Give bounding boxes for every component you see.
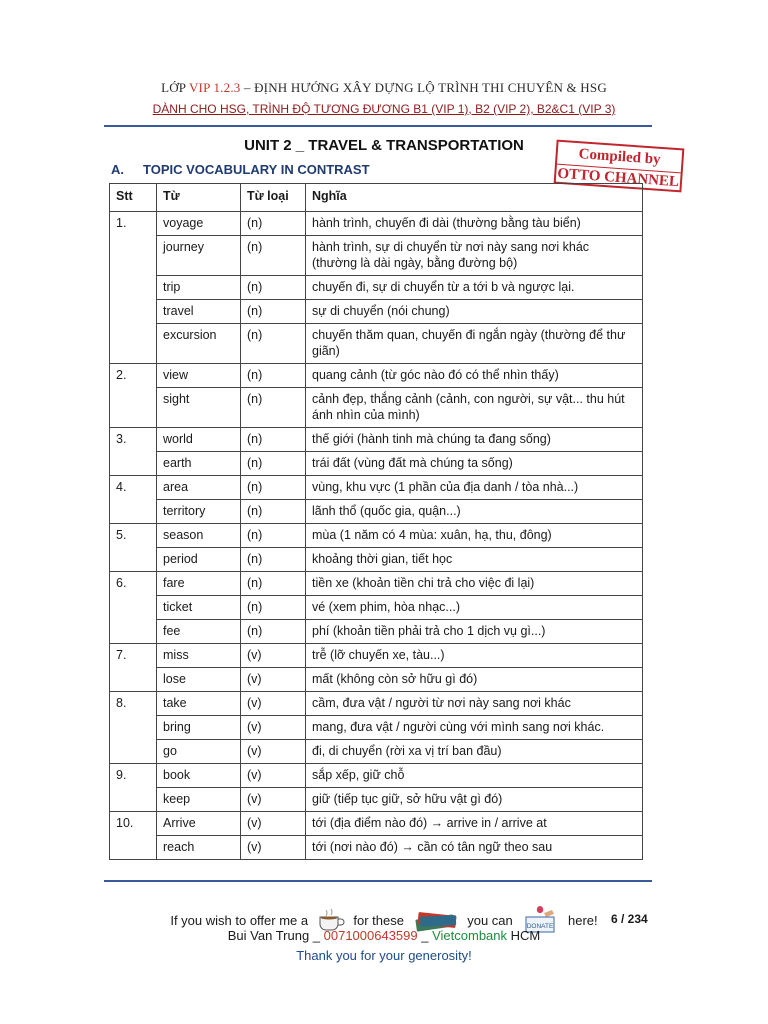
meaning-cell: giữ (tiếp tục giữ, sở hữu vật gì đó) bbox=[306, 788, 643, 812]
meaning-cell: sắp xếp, giữ chỗ bbox=[306, 764, 643, 788]
word-cell: go bbox=[157, 740, 241, 764]
word-cell: sight bbox=[157, 388, 241, 428]
word-class-cell: (n) bbox=[241, 596, 306, 620]
table-row bbox=[110, 572, 643, 596]
header-word: Từ bbox=[157, 184, 241, 212]
word-cell: territory bbox=[157, 500, 241, 524]
word-cell: world bbox=[157, 428, 241, 452]
table-row bbox=[110, 812, 643, 836]
word-class-cell: (v) bbox=[241, 836, 306, 860]
meaning-cell: tới (nơi nào đó) → cần có tân ngữ theo sau bbox=[306, 836, 643, 860]
row-number: 7. bbox=[110, 644, 157, 692]
table-header-row bbox=[110, 184, 643, 212]
meaning-cell: hành trình, chuyến đi dài (thường bằng tàu biển) bbox=[306, 212, 643, 236]
meaning-cell: hành trình, sự di chuyển từ nơi này sang nơi khác (thường là dài ngày, bằng đường bộ) bbox=[306, 236, 643, 276]
footer-city: HCM bbox=[507, 928, 541, 943]
row-number: 1. bbox=[110, 212, 157, 364]
meaning-cell: trái đất (vùng đất mà chúng ta sống) bbox=[306, 452, 643, 476]
word-class-cell: (v) bbox=[241, 764, 306, 788]
word-cell: trip bbox=[157, 276, 241, 300]
word-cell: period bbox=[157, 548, 241, 572]
table-row bbox=[110, 300, 643, 324]
footer-divider bbox=[104, 880, 652, 882]
table-row bbox=[110, 524, 643, 548]
table-row bbox=[110, 644, 643, 668]
word-cell: lose bbox=[157, 668, 241, 692]
table-row bbox=[110, 692, 643, 716]
footer-account-line bbox=[0, 928, 768, 943]
word-class-cell: (n) bbox=[241, 324, 306, 364]
word-cell: miss bbox=[157, 644, 241, 668]
table-row bbox=[110, 500, 643, 524]
meaning-cell: khoảng thời gian, tiết học bbox=[306, 548, 643, 572]
meaning-cell: chuyến thăm quan, chuyến đi ngắn ngày (thường để thư giãn) bbox=[306, 324, 643, 364]
table-row bbox=[110, 620, 643, 644]
section-label: A. bbox=[111, 162, 124, 177]
stamp-line-1: Compiled by bbox=[578, 146, 662, 168]
footer-thanks: Thank you for your generosity! bbox=[296, 948, 472, 963]
row-number: 2. bbox=[110, 364, 157, 428]
row-number: 9. bbox=[110, 764, 157, 812]
table-row bbox=[110, 388, 643, 428]
word-class-cell: (n) bbox=[241, 428, 306, 452]
word-class-cell: (v) bbox=[241, 644, 306, 668]
meaning-cell: phí (khoản tiền phải trả cho 1 dịch vụ gì...) bbox=[306, 620, 643, 644]
word-class-cell: (v) bbox=[241, 692, 306, 716]
header-meaning: Nghĩa bbox=[306, 184, 643, 212]
header-word-class: Từ loại bbox=[241, 184, 306, 212]
table-row bbox=[110, 212, 643, 236]
word-class-cell: (n) bbox=[241, 500, 306, 524]
meaning-cell: trễ (lỡ chuyến xe, tàu...) bbox=[306, 644, 643, 668]
meaning-cell: cầm, đưa vật / người từ nơi này sang nơi khác bbox=[306, 692, 643, 716]
word-cell: earth bbox=[157, 452, 241, 476]
table-row bbox=[110, 596, 643, 620]
word-cell: excursion bbox=[157, 324, 241, 364]
word-cell: Arrive bbox=[157, 812, 241, 836]
word-class-cell: (n) bbox=[241, 476, 306, 500]
word-class-cell: (v) bbox=[241, 740, 306, 764]
table-row bbox=[110, 788, 643, 812]
table-row bbox=[110, 476, 643, 500]
meaning-cell: lãnh thổ (quốc gia, quận...) bbox=[306, 500, 643, 524]
word-cell: book bbox=[157, 764, 241, 788]
meaning-cell: đi, di chuyển (rời xa vị trí ban đầu) bbox=[306, 740, 643, 764]
meaning-cell: thế giới (hành tinh mà chúng ta đang sống) bbox=[306, 428, 643, 452]
meaning-cell: sự di chuyển (nói chung) bbox=[306, 300, 643, 324]
meaning-cell: mùa (1 năm có 4 mùa: xuân, hạ, thu, đông) bbox=[306, 524, 643, 548]
table-row bbox=[110, 716, 643, 740]
word-cell: fee bbox=[157, 620, 241, 644]
word-cell: reach bbox=[157, 836, 241, 860]
header-stt: Stt bbox=[110, 184, 157, 212]
word-cell: season bbox=[157, 524, 241, 548]
row-number: 8. bbox=[110, 692, 157, 764]
word-class-cell: (n) bbox=[241, 236, 306, 276]
stamp-line-2: OTTO CHANNEL bbox=[556, 164, 681, 193]
word-cell: journey bbox=[157, 236, 241, 276]
word-cell: keep bbox=[157, 788, 241, 812]
table-row bbox=[110, 764, 643, 788]
vocabulary-table bbox=[109, 183, 643, 860]
unit-title: UNIT 2 _ TRAVEL & TRANSPORTATION bbox=[244, 137, 524, 154]
word-class-cell: (n) bbox=[241, 388, 306, 428]
word-class-cell: (n) bbox=[241, 620, 306, 644]
table-row bbox=[110, 428, 643, 452]
word-class-cell: (v) bbox=[241, 716, 306, 740]
word-cell: travel bbox=[157, 300, 241, 324]
word-class-cell: (n) bbox=[241, 524, 306, 548]
footer-bank-name: Vietcombank bbox=[432, 928, 508, 943]
word-class-cell: (n) bbox=[241, 276, 306, 300]
meaning-cell: mất (không còn sở hữu gì đó) bbox=[306, 668, 643, 692]
section-title: TOPIC VOCABULARY IN CONTRAST bbox=[143, 162, 370, 177]
table-row bbox=[110, 836, 643, 860]
page-number: 6 / 234 bbox=[611, 912, 648, 926]
meaning-cell: vùng, khu vực (1 phần của địa danh / tòa nhà...) bbox=[306, 476, 643, 500]
word-class-cell: (v) bbox=[241, 788, 306, 812]
word-cell: bring bbox=[157, 716, 241, 740]
header-rest: – ĐỊNH HƯỚNG XÂY DỰNG LỘ TRÌNH THI CHUYÊN & HSG bbox=[240, 80, 607, 95]
footer-text-a: If you wish to offer me a bbox=[170, 912, 309, 928]
word-cell: voyage bbox=[157, 212, 241, 236]
table-body bbox=[110, 212, 643, 860]
header-divider bbox=[104, 125, 652, 127]
donate-box-label: DONATE bbox=[527, 923, 554, 930]
word-class-cell: (n) bbox=[241, 572, 306, 596]
footer-owner-name: Bui Van Trung _ bbox=[227, 928, 324, 943]
meaning-cell: cảnh đẹp, thắng cảnh (cảnh, con người, sự vật... thu hút ánh nhìn của mình) bbox=[306, 388, 643, 428]
word-class-cell: (n) bbox=[241, 452, 306, 476]
word-cell: ticket bbox=[157, 596, 241, 620]
row-number: 3. bbox=[110, 428, 157, 476]
table-row bbox=[110, 324, 643, 364]
table-row bbox=[110, 740, 643, 764]
word-cell: fare bbox=[157, 572, 241, 596]
table-row bbox=[110, 548, 643, 572]
word-cell: view bbox=[157, 364, 241, 388]
table-row bbox=[110, 364, 643, 388]
header-line-1 bbox=[0, 80, 768, 96]
word-cell: take bbox=[157, 692, 241, 716]
header-vip: VIP 1.2.3 bbox=[188, 80, 241, 95]
word-cell: area bbox=[157, 476, 241, 500]
footer-account-number: 0071000643599 bbox=[323, 928, 418, 943]
table-row bbox=[110, 276, 643, 300]
header-prefix: LỚP bbox=[161, 80, 189, 95]
row-number: 6. bbox=[110, 572, 157, 644]
word-class-cell: (n) bbox=[241, 548, 306, 572]
header-line-2: DÀNH CHO HSG, TRÌNH ĐỘ TƯƠNG ĐƯƠNG B1 (VIP 1), B2 (VIP 2), B2&C1 (VIP 3) bbox=[152, 102, 616, 116]
word-class-cell: (n) bbox=[241, 364, 306, 388]
section-heading bbox=[111, 162, 370, 177]
table-row bbox=[110, 668, 643, 692]
word-class-cell: (v) bbox=[241, 812, 306, 836]
row-number: 4. bbox=[110, 476, 157, 524]
footer-text-c: you can bbox=[467, 912, 513, 928]
meaning-cell: mang, đưa vật / người cùng với mình sang nơi khác. bbox=[306, 716, 643, 740]
word-class-cell: (n) bbox=[241, 300, 306, 324]
meaning-cell: vé (xem phim, hòa nhạc...) bbox=[306, 596, 643, 620]
footer-text-d: here! bbox=[568, 912, 598, 928]
row-number: 5. bbox=[110, 524, 157, 572]
footer-text-b: for these bbox=[353, 912, 404, 928]
meaning-cell: tiền xe (khoản tiền chi trả cho việc đi lại) bbox=[306, 572, 643, 596]
table-row bbox=[110, 452, 643, 476]
footer-separator: _ bbox=[417, 928, 433, 943]
meaning-cell: chuyến đi, sự di chuyển từ a tới b và ngược lại. bbox=[306, 276, 643, 300]
meaning-cell: quang cảnh (từ góc nào đó có thể nhìn thấy) bbox=[306, 364, 643, 388]
word-class-cell: (v) bbox=[241, 668, 306, 692]
meaning-cell: tới (địa điểm nào đó) → arrive in / arrive at bbox=[306, 812, 643, 836]
word-class-cell: (n) bbox=[241, 212, 306, 236]
table-row bbox=[110, 236, 643, 276]
row-number: 10. bbox=[110, 812, 157, 860]
